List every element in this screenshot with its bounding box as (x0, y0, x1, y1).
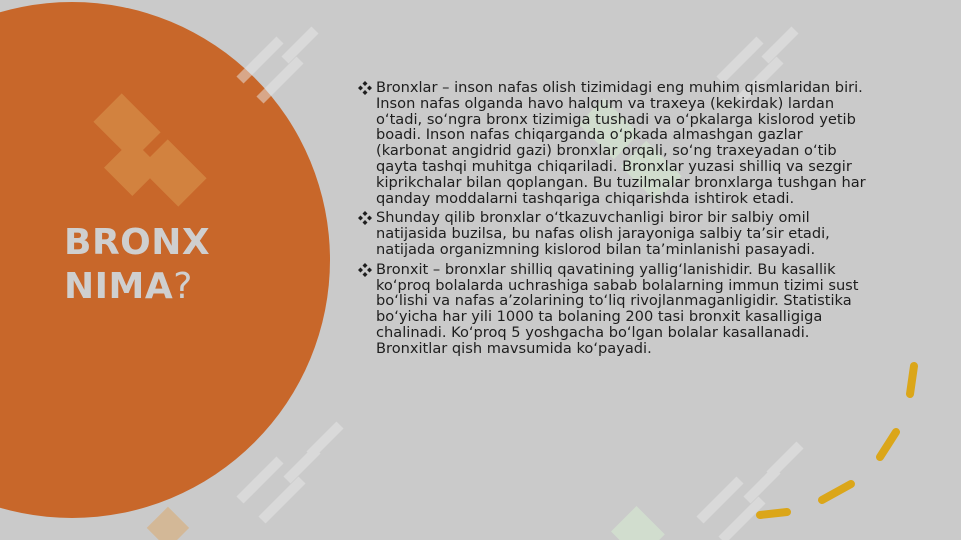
four-diamond-bullet-icon (358, 81, 372, 95)
title-word-nima: NIMA (64, 266, 174, 307)
dashed-arc-decoration (760, 366, 914, 515)
watermark-logo-icon (611, 506, 665, 540)
title-question-mark: ? (173, 266, 193, 307)
slide-title (64, 221, 304, 309)
bullet-text: Shunday qilib bronxlar o‘tkazuvchanligi biror bir salbiy omil natijasida buzilsa, bu nafas olish jarayoniga salbiy ta’sir etadi, natijada organizmning kislorod bilan ta’minlanishi pasayadi. (376, 209, 830, 258)
bullet-item (358, 210, 878, 257)
four-diamond-bullet-icon (358, 263, 372, 277)
bullet-text: Bronxlar – inson nafas olish tizimidagi eng muhim qismlaridan biri. Inson nafas olganda havo halqum va traxeya (kekirdak) lardan o‘tadi, so‘ngra bronx tizimiga tushadi va o‘pkalarga kislorod yetib boadi. Inson nafas chiqarganda o‘pkada almashgan gazlar (karbonat angidrid gazi) bronxlar orqali, so‘ng traxeyadan o‘tib qayta tashqi muhitga chiqariladi. Bronxlar yuzasi shilliq va sezgir kiprikchalar bilan qoplangan. Bu tuzilmalar bronxlarga tushgan har qanday moddalarni tashqariga chiqarishda ishtirok etadi. (376, 79, 866, 207)
title-word-bronx: BRONX (64, 222, 211, 263)
four-diamond-bullet-icon (358, 211, 372, 225)
bullet-item (358, 262, 878, 357)
bullet-item (358, 80, 878, 206)
bullet-list (358, 80, 878, 361)
watermark-logo-icon (147, 507, 189, 540)
bullet-text: Bronxit – bronxlar shilliq qavatining yallig‘lanishidir. Bu kasallik ko‘proq bolalarda uchrashiga sabab bolalarning immun tizimi sust bo‘lishi va nafas a’zolarining to‘liq rivojlanmaganligidir. Statistika bo‘yicha har yili 1000 ta bolaning 200 tasi bronxit kasalligiga chalinadi. Ko‘proq 5 yoshgacha bo‘lgan bolalar kasallanadi. Bronxitlar qish mavsumida ko‘payadi. (376, 260, 859, 357)
